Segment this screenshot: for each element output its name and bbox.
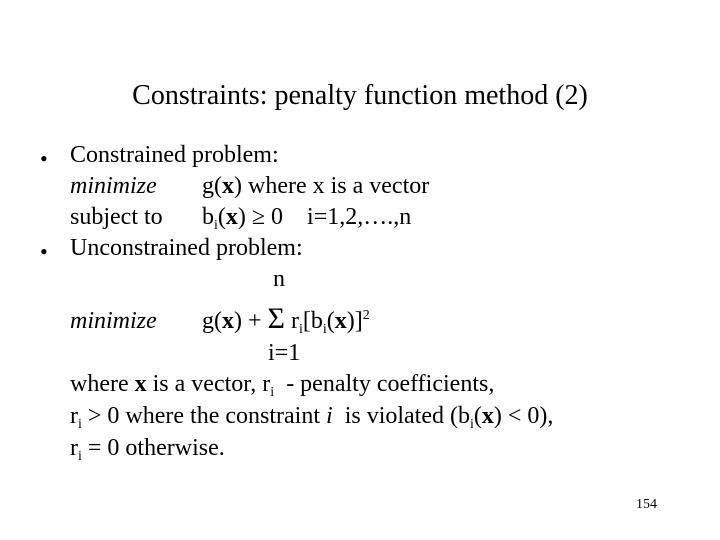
slide-title: Constraints: penalty function method (2) [132, 80, 588, 111]
sum-lower-limit: i=1 [268, 340, 301, 366]
unconstrained-problem-heading: Unconstrained problem: [70, 235, 303, 261]
subject-to-label: subject to [70, 204, 163, 230]
minimize-label-1: minimize [70, 173, 157, 199]
page-number: 154 [636, 497, 657, 512]
constrained-problem-heading: Constrained problem: [70, 142, 279, 168]
explanation-line-2: $r_i > 0$ where the constraint i is violated $(b_i(x) < 0)$, [70, 403, 554, 432]
sum-upper-limit: n [273, 266, 285, 292]
objective-function: g(x) where x is a vector [202, 173, 430, 199]
minimize-label-2: minimize [70, 308, 157, 334]
bullet-marker-1: • [40, 146, 48, 171]
explanation-line-1: where x is a vector, $r_i$ - penalty coefficients, [70, 371, 495, 400]
penalty-formula: g(x) + Σ $r_i[b_i(x)]^2$ [202, 302, 370, 337]
bullet-marker-2: • [40, 239, 48, 264]
constraint-expression: $b_i(x) \ge 0$ i=1,2,….,n [202, 204, 412, 233]
explanation-line-3: $r_i = 0$ otherwise. [70, 435, 225, 464]
